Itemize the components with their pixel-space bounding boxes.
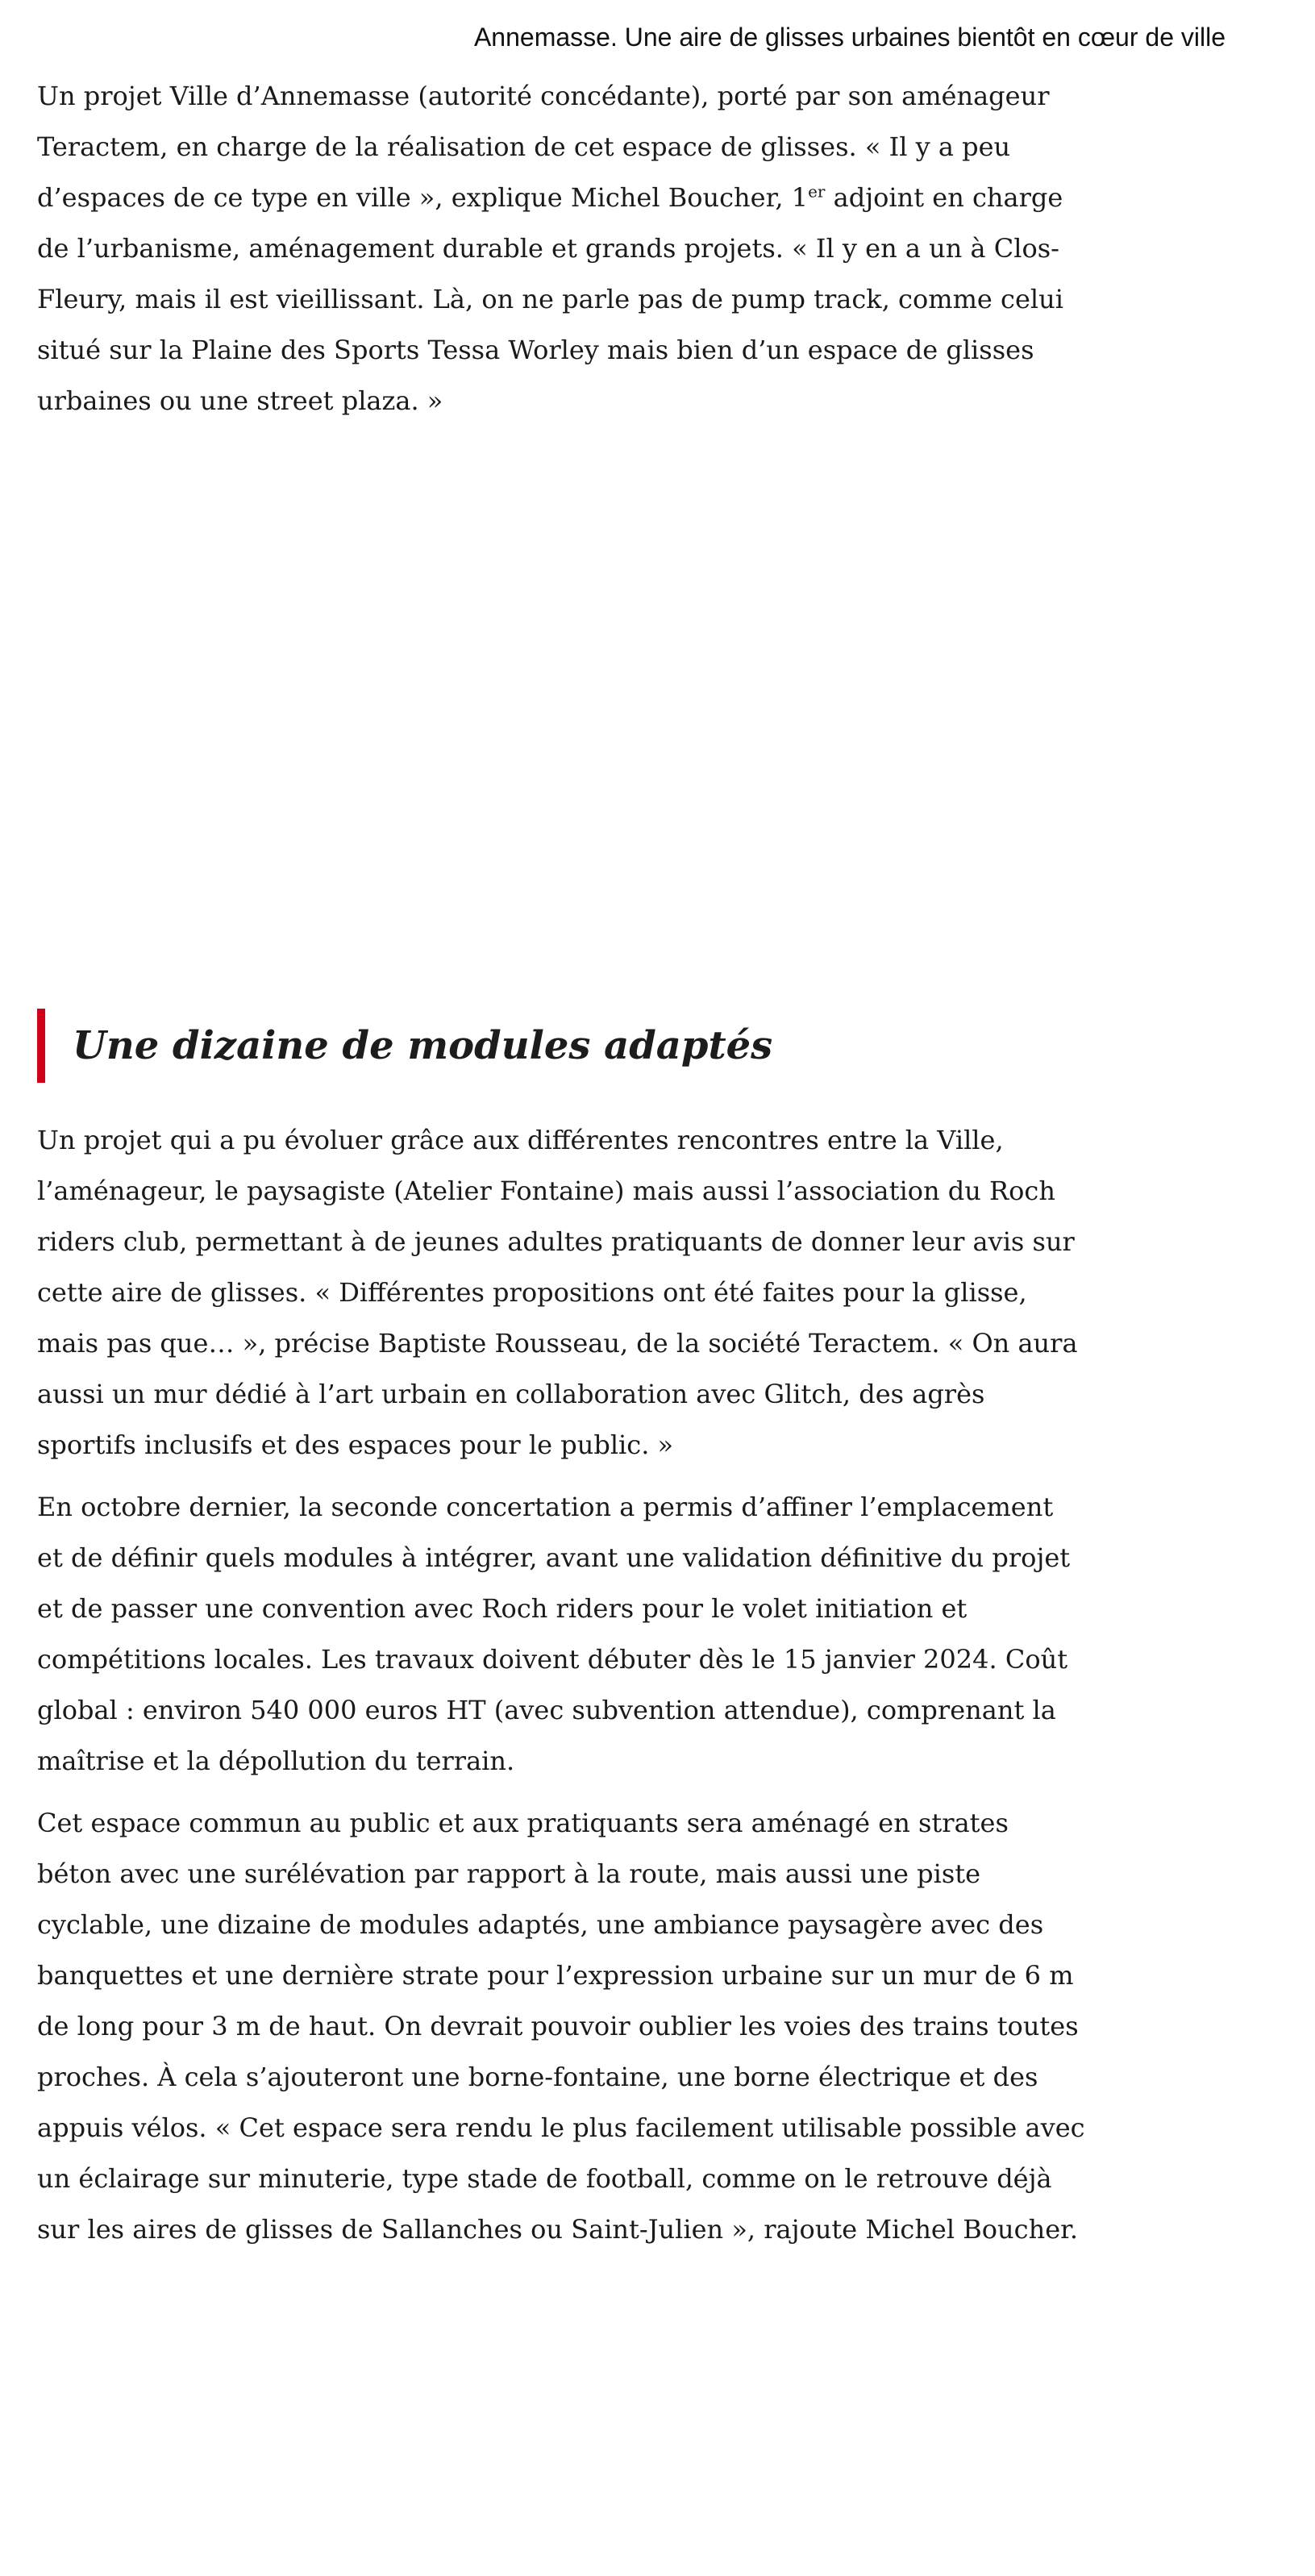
paragraph-text: adjoint en charge de l’urbanisme, aménagement durable et grands projets. « Il y en a un à Clos-Fleury, mais il est vieillissant. Là, on ne parle pas de pump track, comme celui situé sur la Plaine des Sports Tessa Worley mais bien d’un espace de glisses urbaines ou une street plaza. » — [37, 182, 1063, 416]
page-title: Annemasse. Une aire de glisses urbaines bientôt en cœur de ville — [473, 23, 1226, 52]
article-paragraph: En octobre dernier, la seconde concertation a permis d’affiner l’emplacement et de définir quels modules à intégrer, avant une validation définitive du projet et de passer une convention avec Roch riders pour le volet initiation et compétitions locales. Les travaux doivent débuter dès le 15 janvier 2024. Coût global : environ 540 000 euros HT (avec subvention attendue), comprenant la maîtrise et la dépollution du terrain. — [37, 1492, 1071, 1776]
section-heading-text: Une dizaine de modules adaptés — [73, 1023, 773, 1068]
article-paragraph — [37, 71, 1085, 427]
article-paragraph: Cet espace commun au public et aux pratiquants sera aménagé en strates béton avec une surélévation par rapport à la route, mais aussi une piste cyclable, une dizaine de modules adaptés, une ambiance paysagère avec des banquettes et une dernière strate pour l’expression urbaine sur un mur de 6 m de long pour 3 m de haut. On devrait pouvoir oublier les voies des trains toutes proches. À cela s’ajouteront une borne-fontaine, une borne électrique et des appuis vélos. « Cet espace sera rendu le plus facilement utilisable possible avec un éclairage sur minuterie, type stade de football, comme on le retrouve déjà sur les aires de glisses de Sallanches ou Saint-Julien », rajoute Michel Boucher. — [37, 1808, 1085, 2245]
blank-ad-space — [37, 438, 1085, 1009]
heading-accent-bar — [37, 1009, 45, 1083]
article-paragraph: Un projet qui a pu évoluer grâce aux différentes rencontres entre la Ville, l’aménageur, le paysagiste (Atelier Fontaine) mais aussi l’association du Roch riders club, permettant à de jeunes adultes pratiquants de donner leur avis sur cette aire de glisses. « Différentes propositions ont été faites pour la glisse, mais pas que… », précise Baptiste Rousseau, de la société Teractem. « On aura aussi un mur dédié à l’art urbain en collaboration avec Glitch, des agrès sportifs inclusifs et des espaces pour le public. » — [37, 1125, 1078, 1460]
article-body — [37, 71, 1085, 2266]
paragraph-text: Un projet Ville d’Annemasse (autorité concédante), porté par son aménageur Teractem, en charge de la réalisation de cet espace de glisses. « Il y a peu d’espaces de ce type en ville », explique Michel Boucher, 1 — [37, 81, 1050, 213]
section-heading — [37, 1009, 1085, 1083]
ordinal-superscript: er — [808, 181, 826, 202]
